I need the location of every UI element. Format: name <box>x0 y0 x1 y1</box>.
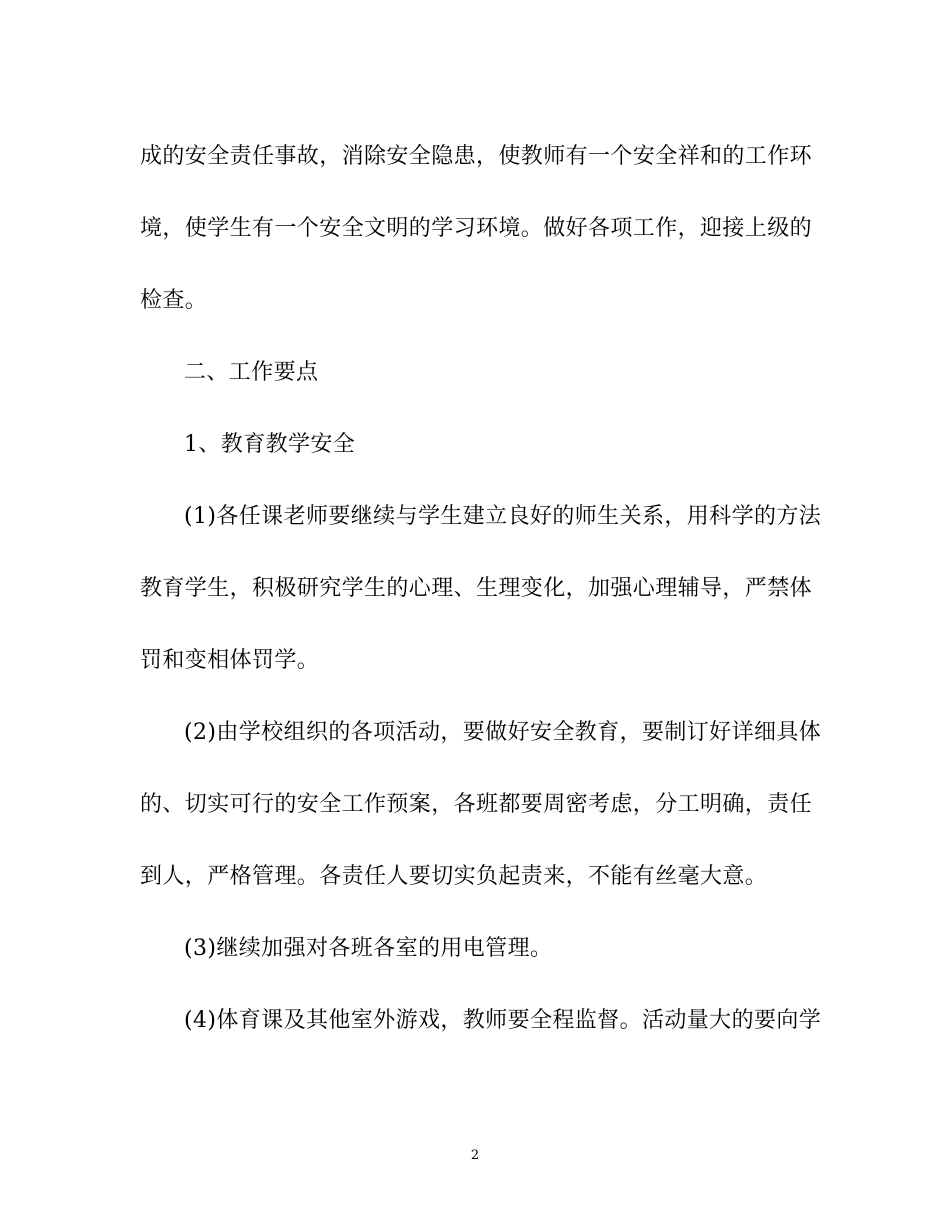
item-2-line-3: 到人，严格管理。各责任人要切实负起责来，不能有丝毫大意。 <box>140 864 768 889</box>
body-text-line-1: 成的安全责任事故，消除安全隐患，使教师有一个安全祥和的工作环 <box>140 144 813 169</box>
section-heading: 二、工作要点 <box>184 360 319 385</box>
item-3-line-1: (3)继续加强对各班各室的用电管理。 <box>184 936 553 961</box>
body-text-line-2: 境，使学生有一个安全文明的学习环境。做好各项工作，迎接上级的 <box>140 216 813 241</box>
item-1-line-2: 教育学生，积极研究学生的心理、生理变化，加强心理辅导，严禁体 <box>140 576 813 601</box>
item-4-line-1: (4)体育课及其他室外游戏，教师要全程监督。活动量大的要向学 <box>184 1008 822 1033</box>
item-2-line-1: (2)由学校组织的各项活动，要做好安全教育，要制订好详细具体 <box>184 720 822 745</box>
subsection-heading: 1、教育教学安全 <box>184 432 356 457</box>
item-1-line-3: 罚和变相体罚学。 <box>140 648 320 673</box>
item-2-line-2: 的、切实可行的安全工作预案，各班都要周密考虑，分工明确，责任 <box>140 792 813 817</box>
item-1-line-1: (1)各任课老师要继续与学生建立良好的师生关系，用科学的方法 <box>184 504 822 529</box>
page-number: 2 <box>470 1148 480 1163</box>
body-text-line-3: 检查。 <box>140 288 208 313</box>
